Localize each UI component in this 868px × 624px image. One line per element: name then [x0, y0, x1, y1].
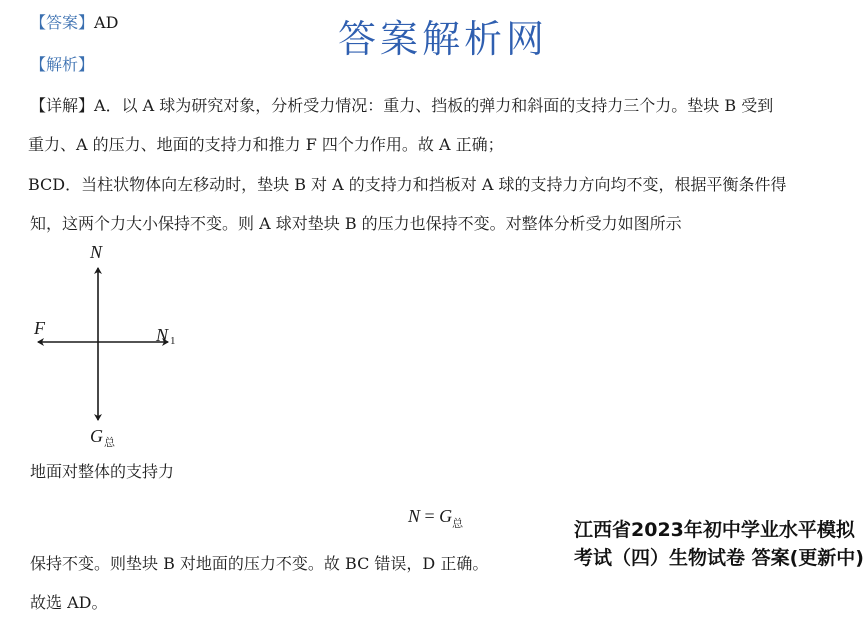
detail-line-3: BCD．当柱状物体向左移动时，垫块 B 对 A 的支持力和挡板对 A 球的支持力方向均不变，根据平衡条件得	[28, 175, 787, 194]
label-n1: N	[156, 325, 169, 345]
detail-label: 【详解】	[30, 96, 95, 115]
formula-rhs: G	[439, 506, 453, 526]
answer-label: 【答案】	[30, 13, 95, 32]
formula-eq: =	[420, 506, 440, 526]
watermark-title: 答案解析网	[338, 17, 549, 61]
formula-rhs-sub: 总	[452, 518, 464, 530]
answer-value: AD	[94, 13, 119, 32]
answer-line	[30, 10, 118, 33]
conclusion-line-1: 保持不变。则垫块 B 对地面的压力不变。故 BC 错误，D 正确。	[30, 554, 489, 573]
support-force-text: 地面对整体的支持力	[30, 462, 175, 481]
detail-line-4: 知，这两个力大小保持不变。则 A 球对垫块 B 的压力也保持不变。对整体分析受力如图所示	[30, 214, 682, 233]
formula-lhs: N	[408, 506, 421, 526]
conclusion-line-2: 故选 AD。	[30, 593, 108, 612]
label-n: N	[90, 242, 103, 262]
detail-line-1	[30, 96, 773, 116]
force-diagram	[28, 238, 198, 452]
label-n1-sub: 1	[170, 335, 176, 347]
analysis-label: 【解析】	[30, 55, 95, 74]
label-g-sub: 总	[104, 437, 115, 449]
detail-line-2: 重力、A 的压力、地面的支持力和推力 F 四个力作用。故 A 正确；	[28, 135, 504, 154]
exam-caption[interactable]: 江西省2023年初中学业水平模拟考试（四）生物试卷 答案(更新中)	[574, 519, 864, 569]
label-f: F	[34, 318, 45, 338]
detail-text-1: A．以 A 球为研究对象，分析受力情况：重力、挡板的弹力和斜面的支持力三个力。垫块 B 受到	[94, 96, 774, 115]
label-g: G	[90, 426, 103, 446]
formula	[408, 506, 464, 530]
